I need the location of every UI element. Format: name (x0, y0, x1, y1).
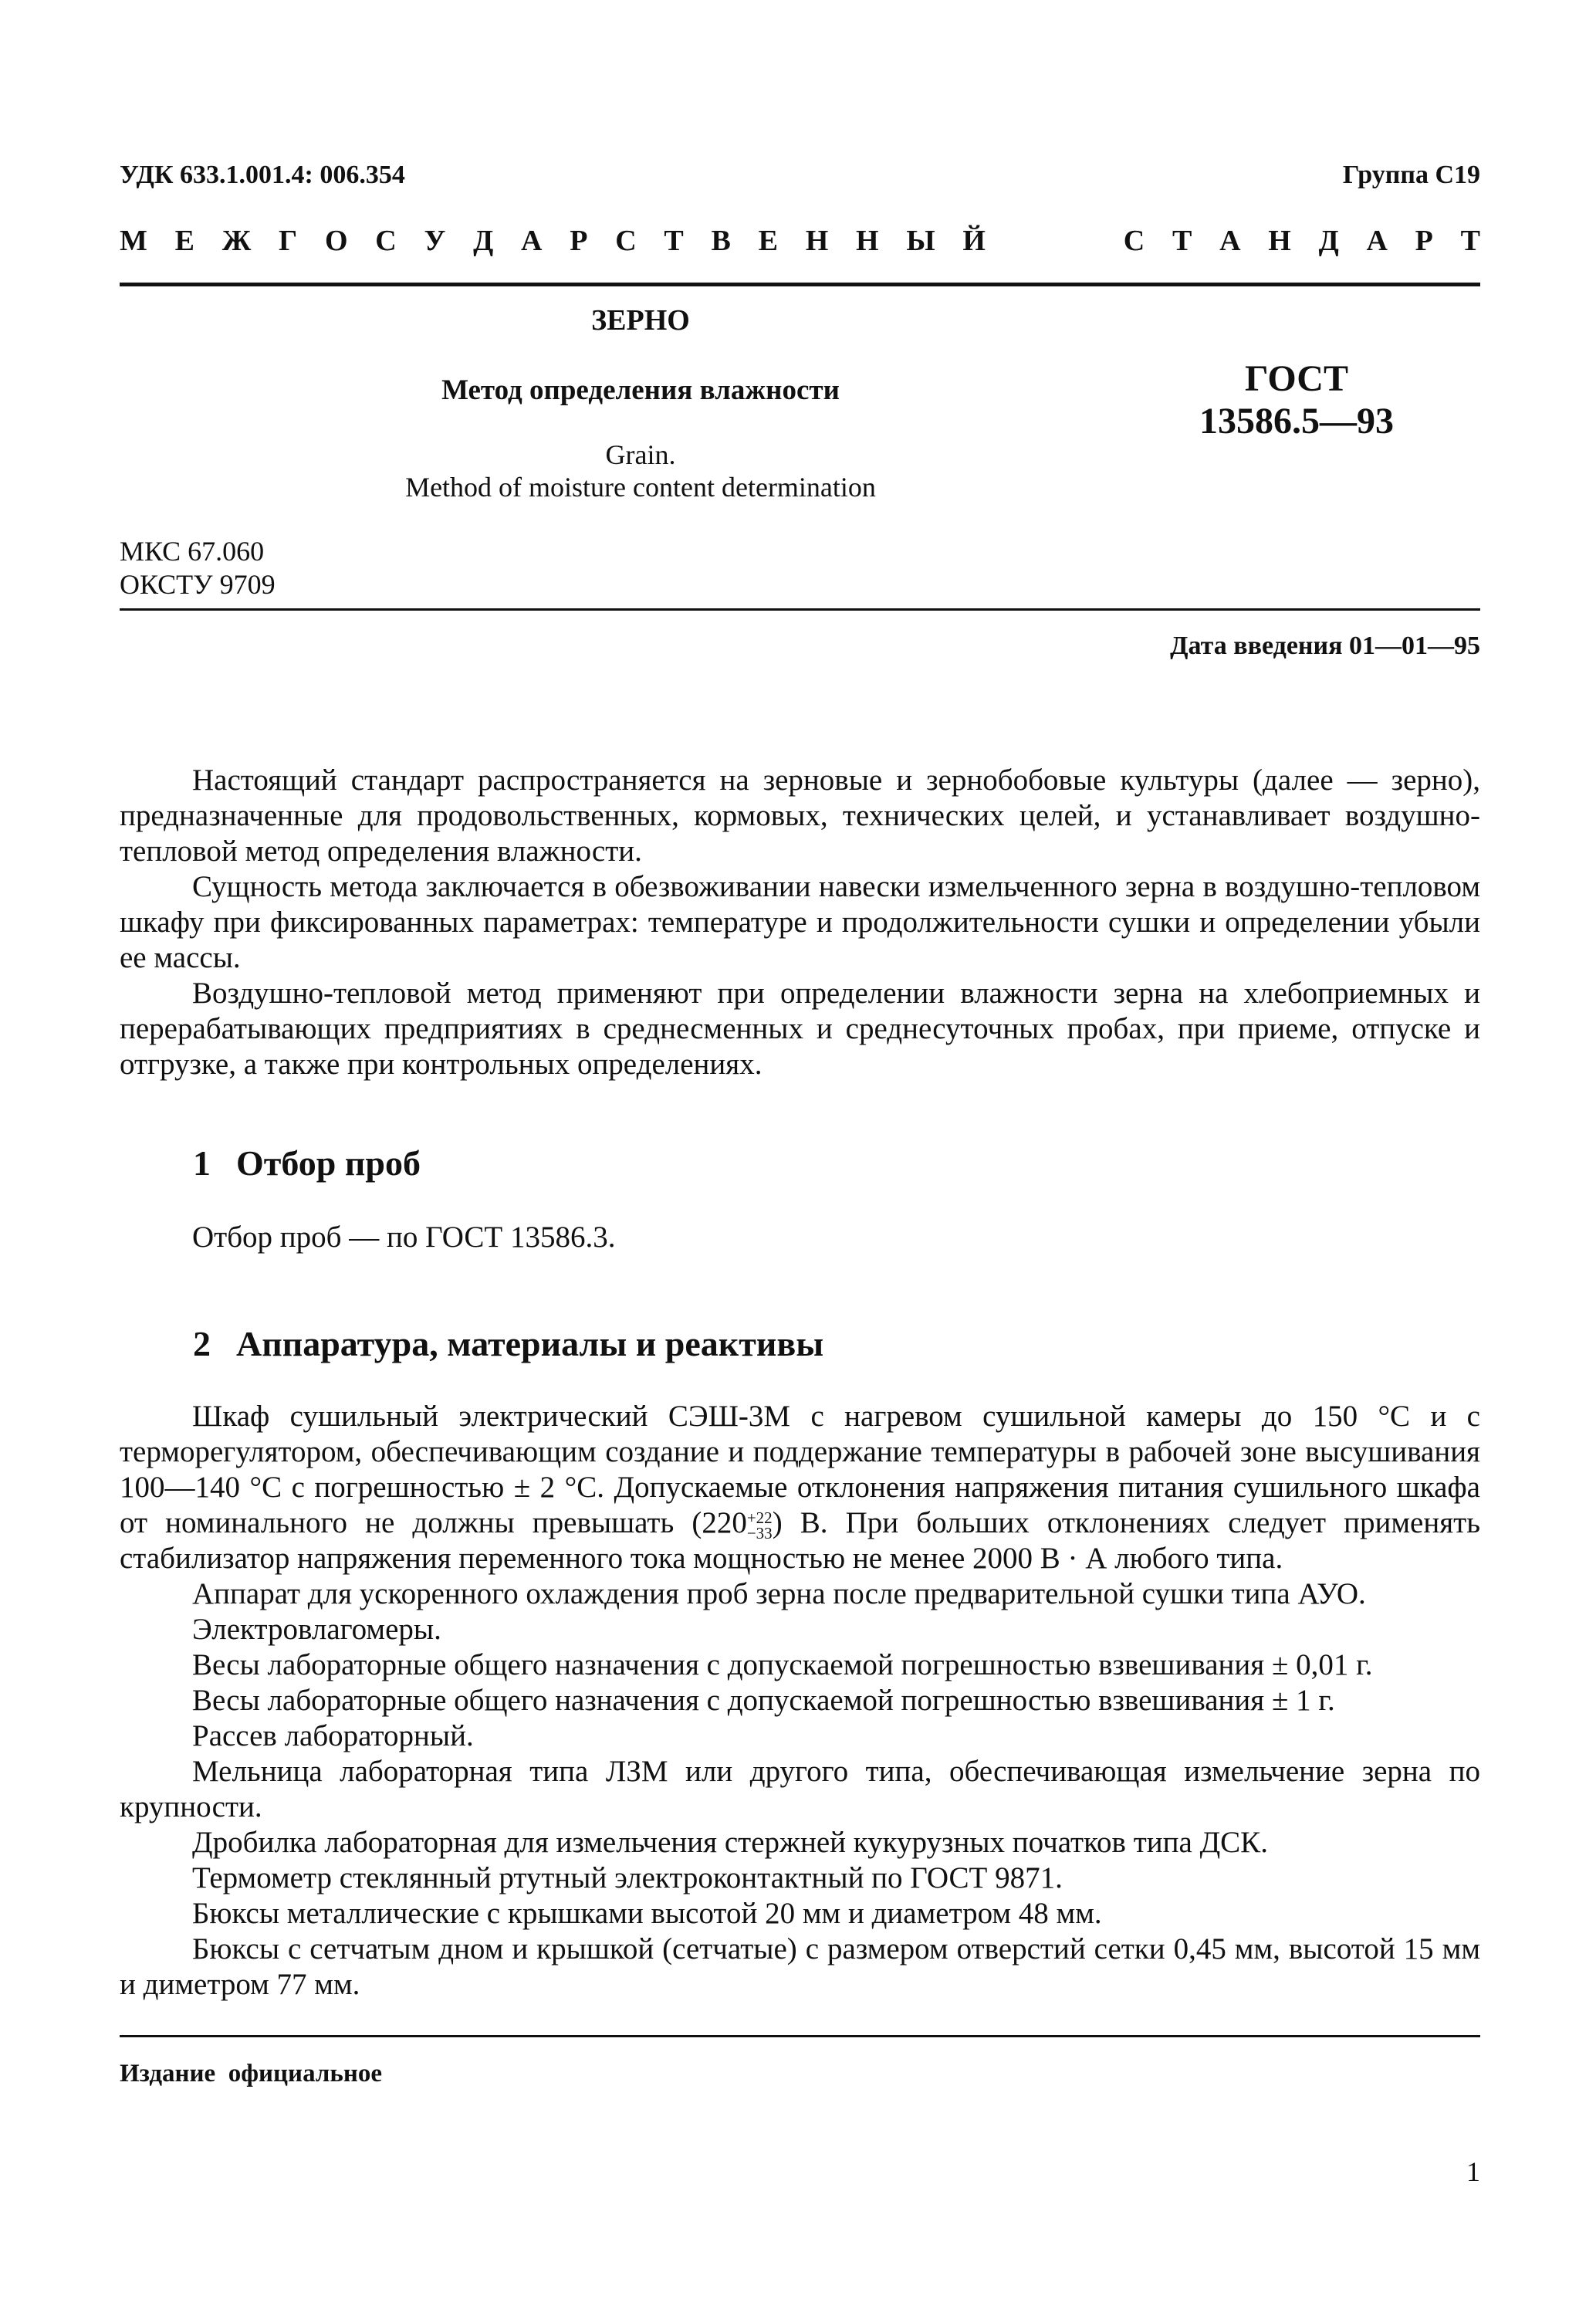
document-subtitle: Метод определения влажности (441, 374, 840, 406)
section-2-title: Аппаратура, материалы и реактивы (236, 1324, 824, 1363)
header-rule (120, 283, 1480, 286)
introduction-date: Дата введения 01—01—95 (1170, 631, 1480, 660)
equipment-item: Электровлагомеры. (192, 1613, 441, 1647)
equipment-item: Дробилка лабораторная для измельчения стержней кукурузных початков типа ДСК. (192, 1826, 1268, 1860)
equipment-item: Термометр стеклянный ртутный электроконтактный по ГОСТ 9871. (192, 1861, 1063, 1895)
intro-paragraph: Воздушно-тепловой метод применяют при определении влажности зерна на хлебоприемных и перерабатывающих предприятиях в среднесменных и среднесуточных пробах, при приеме, отпуске и отгрузке, а также при контрольных определениях. (120, 977, 1480, 1081)
equipment-item: Аппарат для ускоренного охлаждения проб зерна после предварительной сушки типа АУО. (192, 1577, 1366, 1611)
tolerance-lower: −33 (746, 1524, 773, 1543)
group-code: Группа С19 (1342, 161, 1480, 189)
section-1-heading (193, 1143, 421, 1183)
section-2-number: 2 (193, 1324, 211, 1363)
equipment-item: Бюксы с сетчатым дном и крышкой (сетчатые) с размером отверстий сетки 0,45 мм, высотой 15 мм и диметром 77 мм. (120, 1932, 1480, 2002)
okstu-code: ОКСТУ 9709 (120, 569, 276, 600)
equipment-item: Весы лабораторные общего назначения с допускаемой погрешностью взвешивания ± 1 г. (192, 1684, 1335, 1718)
section-1-number: 1 (193, 1143, 211, 1183)
equipment-item: Весы лабораторные общего назначения с допускаемой погрешностью взвешивания ± 0,01 г. (192, 1648, 1373, 1682)
footer-rule (120, 2035, 1480, 2037)
intro-text (120, 763, 1480, 1082)
official-edition-label: Издание официальное (120, 2060, 382, 2087)
equipment-item: Мельница лабораторная типа ЛЗМ или другого типа, обеспечивающая измельчение зерна по крупности. (120, 1755, 1480, 1824)
dryer-text-a: Шкаф сушильный электрический СЭШ-3М с нагревом сушильной камеры до 150 °С и с терморегулятором, обеспечивающим создание и поддержание температуры в рабочей зоне высушивания 100—140 °С с погрешностью ± 2 °С. Допускаемые отклонения напряжения питания сушильного шкафа от номинального не должны превышать (220 (120, 1400, 1480, 1539)
dryer-paragraph (120, 1399, 1480, 1576)
gost-number: 13586.5—93 (1199, 401, 1394, 442)
dryer-text-b: ) В. При больших отклонениях следует применять стабилизатор напряжения переменного тока мощностью не менее 2000 В · А любого типа. (120, 1506, 1480, 1576)
subtitle-english: Method of moisture content determination (405, 472, 876, 503)
standard-type-banner: М Е Ж Г О С У Д А Р С Т В Е Н Н Ы Й С Т А Н Д А Р Т (120, 225, 1480, 257)
equipment-item: Рассев лабораторный. (192, 1719, 474, 1753)
document-title: ЗЕРНО (591, 304, 690, 337)
title-english: Grain. (605, 439, 676, 470)
page-number: 1 (1466, 2156, 1480, 2187)
intro-paragraph: Сущность метода заключается в обезвоживании навески измельченного зерна в воздушно-тепловом шкафу при фиксированных параметрах: температуре и продолжительности сушки и определении убыли ее массы. (120, 870, 1480, 974)
gost-label: ГОСТ (1245, 358, 1348, 399)
section-2-heading (193, 1323, 823, 1364)
voltage-tolerance (747, 1510, 773, 1541)
intro-paragraph: Настоящий стандарт распространяется на зерновые и зернобобовые культуры (далее — зерно), предназначенные для продовольственных, кормовых, технических целей, и устанавливает воздушно-тепловой метод определения влажности. (120, 764, 1480, 868)
section-2-body (120, 1399, 1480, 2003)
mks-code: МКС 67.060 (120, 536, 265, 567)
codes-rule (120, 608, 1480, 611)
equipment-item: Бюксы металлические с крышками высотой 20 мм и диаметром 48 мм. (192, 1897, 1102, 1931)
udk-code: УДК 633.1.001.4: 006.354 (120, 161, 405, 189)
section-1-title: Отбор проб (236, 1143, 421, 1183)
section-1-text: Отбор проб — по ГОСТ 13586.3. (192, 1221, 616, 1254)
tolerance-upper: +22 (746, 1508, 773, 1528)
